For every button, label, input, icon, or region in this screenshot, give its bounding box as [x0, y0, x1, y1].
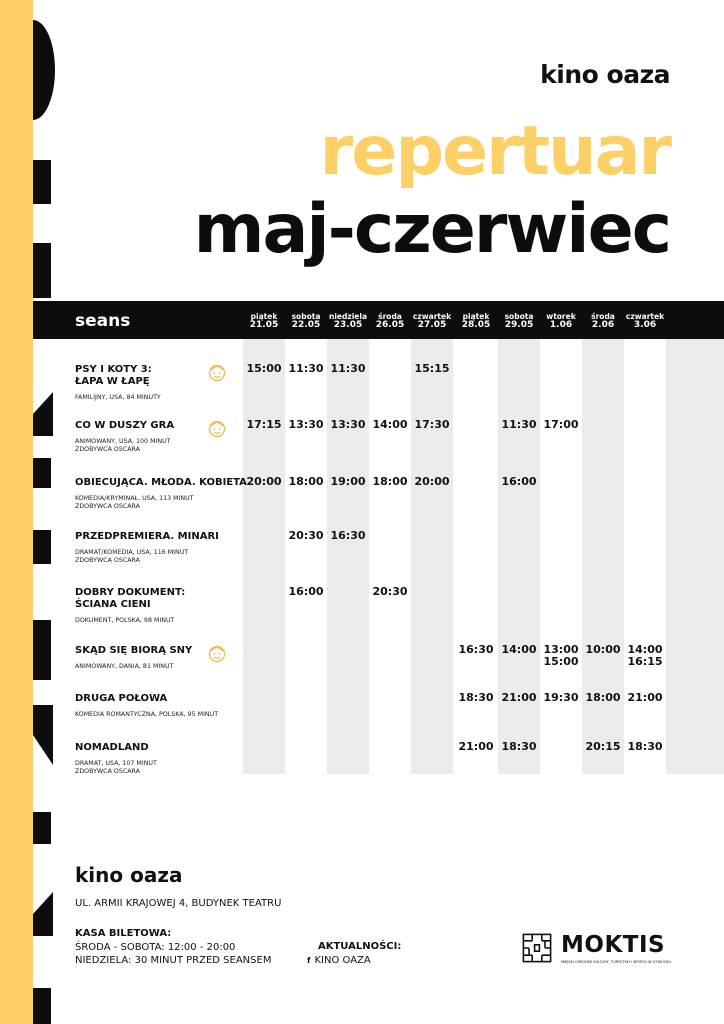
date-header-date: 22.05: [291, 319, 321, 330]
date-header-day: piątek: [462, 312, 490, 321]
movie-title: DOBRY DOKUMENT: ŚCIANA CIENI: [75, 587, 186, 610]
moktis-logo-subtitle: MIEJSKI OŚRODEK KULTURY, TURYSTYKI I SPORTU W OTWOCKU: [561, 960, 672, 964]
date-header: [498, 313, 540, 330]
showtime: 17:15: [246, 418, 282, 431]
date-header: [582, 313, 624, 330]
news-title: AKTUALNOŚCI:: [318, 941, 402, 952]
column-background: [498, 339, 540, 774]
movie-info: ANIMOWANY, USA, 100 MINUT ZDOBYWCA OSCARA: [75, 438, 171, 453]
date-header-date: 2.06: [591, 319, 615, 330]
table-header-label: seans: [75, 311, 131, 331]
showtime: 13:30: [288, 418, 324, 431]
showtime: 19:30: [543, 691, 579, 704]
date-header-date: 27.05: [417, 319, 447, 330]
sidebar-triangle-mark: [33, 392, 53, 436]
sidebar-bar-mark: [33, 243, 51, 298]
sidebar-bar-mark: [33, 812, 51, 844]
sidebar-bar-mark: [33, 530, 51, 564]
movie-info: DRAMAT/KOMEDIA, USA, 116 MINUT ZDOBYWCA OSCARA: [75, 549, 189, 564]
date-header: [411, 313, 453, 330]
facebook-icon: f: [307, 956, 311, 965]
showtime: 21:00: [501, 691, 537, 704]
showtime: 18:00: [288, 475, 324, 488]
showtime: 13:30: [330, 418, 366, 431]
footer-brand: kino oaza: [75, 863, 183, 887]
sidebar-bar-mark: [33, 620, 51, 680]
movie-info: ANIMOWANY, DANIA, 81 MINUT: [75, 663, 174, 670]
date-header-day: środa: [591, 312, 615, 321]
sidebar-bar-mark: [33, 988, 51, 1024]
page-subtitle: maj-czerwiec: [193, 190, 670, 269]
showtime: 21:00: [627, 691, 663, 704]
column-background: [666, 339, 724, 774]
sidebar-triangle-mark: [33, 705, 53, 765]
column-background: [327, 339, 369, 774]
showtime: 14:00: [501, 643, 537, 656]
movie-entry: [75, 531, 219, 565]
date-header-date: 29.05: [504, 319, 534, 330]
showtime: 17:30: [414, 418, 450, 431]
showtime: 11:30: [288, 362, 324, 375]
sidebar-half-circle-mark: [33, 20, 57, 120]
box-office-hours-weekday: ŚRODA - SOBOTA: 12:00 - 20:00: [75, 942, 236, 953]
date-header: [540, 313, 582, 330]
date-header-date: 23.05: [333, 319, 363, 330]
date-header-day: czwartek: [412, 312, 452, 321]
date-header: [285, 313, 327, 330]
showtime: 16:00: [501, 475, 537, 488]
movie-info: DOKUMENT, POLSKA, 98 MINUT: [75, 617, 175, 624]
box-office-hours-sunday: NIEDZIELA: 30 MINUT PRZED SEANSEM: [75, 955, 272, 966]
box-office-title: KASA BILETOWA:: [75, 928, 172, 939]
date-header-day: sobota: [291, 312, 321, 321]
date-header-day: wtorek: [546, 312, 576, 321]
showtime: 21:00: [458, 740, 494, 753]
kid-face-icon: [207, 643, 227, 663]
movie-info: KOMEDIA/KRYMINAŁ, USA, 113 MINUT ZDOBYWCA OSCARA: [75, 495, 194, 510]
showtime: 18:30: [627, 740, 663, 753]
showtime: 18:30: [458, 691, 494, 704]
date-header-day: niedziela: [328, 312, 368, 321]
facebook-link-label: KINO OAZA: [314, 955, 371, 966]
facebook-link[interactable]: [307, 955, 371, 966]
date-header: [243, 313, 285, 330]
sidebar-triangle-mark: [33, 892, 53, 936]
date-header: [624, 313, 666, 330]
movie-entry: [75, 587, 185, 625]
movie-title: CO W DUSZY GRA: [75, 420, 175, 431]
date-header-day: piątek: [250, 312, 278, 321]
movie-entry: [75, 693, 218, 719]
showtime: 11:30: [330, 362, 366, 375]
date-header-date: 26.05: [375, 319, 405, 330]
date-header-day: czwartek: [625, 312, 665, 321]
movie-entry: [75, 742, 157, 776]
movie-title: DRUGA POŁOWA: [75, 693, 168, 704]
showtime: 20:30: [288, 529, 324, 542]
moktis-logo-text: MOKTIS: [561, 932, 666, 958]
showtime: 20:00: [246, 475, 282, 488]
column-background: [411, 339, 453, 774]
showtime: 18:00: [585, 691, 621, 704]
sidebar-bar-mark: [33, 160, 51, 204]
date-header-date: 3.06: [633, 319, 657, 330]
showtime: 20:00: [414, 475, 450, 488]
movie-entry: [75, 364, 161, 402]
movie-entry: [75, 420, 174, 454]
movie-entry: [75, 645, 192, 671]
showtime: 20:15: [585, 740, 621, 753]
column-background: [243, 339, 285, 774]
sidebar-bar-mark: [33, 458, 51, 488]
page-title: repertuar: [319, 112, 670, 191]
showtime: 20:30: [372, 585, 408, 598]
date-header: [327, 313, 369, 330]
showtime: 10:00: [585, 643, 621, 656]
showtime: 14:00 16:15: [627, 643, 663, 668]
showtime: 14:00: [372, 418, 408, 431]
date-header-date: 21.05: [249, 319, 279, 330]
kid-face-icon: [207, 418, 227, 438]
date-header-day: środa: [378, 312, 402, 321]
date-header-date: 28.05: [461, 319, 491, 330]
showtime: 15:15: [414, 362, 450, 375]
showtime: 18:00: [372, 475, 408, 488]
moktis-logo-icon: [521, 932, 553, 964]
movie-title: OBIECUJĄCA. MŁODA. KOBIETA: [75, 477, 247, 488]
showtime: 13:00 15:00: [543, 643, 579, 668]
movie-info: KOMEDIA ROMANTYCZNA, POLSKA, 95 MINUT: [75, 711, 219, 718]
movie-title: SKĄD SIĘ BIORĄ SNY: [75, 645, 193, 656]
movie-entry: [75, 477, 247, 511]
showtime: 16:30: [458, 643, 494, 656]
header-brand: kino oaza: [540, 60, 670, 89]
date-header: [455, 313, 497, 330]
showtime: 16:00: [288, 585, 324, 598]
date-header: [369, 313, 411, 330]
movie-title: PSY I KOTY 3: ŁAPA W ŁAPĘ: [75, 364, 152, 387]
movie-title: PRZEDPREMIERA. MINARI: [75, 531, 219, 542]
movie-info: DRAMAT, USA, 107 MINUT ZDOBYWCA OSCARA: [75, 760, 157, 775]
column-background: [582, 339, 624, 774]
showtime: 18:30: [501, 740, 537, 753]
movie-info: FAMILIJNY, USA, 84 MINUTY: [75, 394, 161, 401]
decorative-sidebar: [0, 0, 33, 1024]
showtime: 17:00: [543, 418, 579, 431]
cinema-address: UL. ARMII KRAJOWEJ 4, BUDYNEK TEATRU: [75, 898, 282, 909]
showtime: 11:30: [501, 418, 537, 431]
date-header-day: sobota: [504, 312, 534, 321]
showtime: 16:30: [330, 529, 366, 542]
showtime: 15:00: [246, 362, 282, 375]
movie-title: NOMADLAND: [75, 742, 149, 753]
date-header-date: 1.06: [549, 319, 573, 330]
kid-face-icon: [207, 362, 227, 382]
showtime: 19:00: [330, 475, 366, 488]
